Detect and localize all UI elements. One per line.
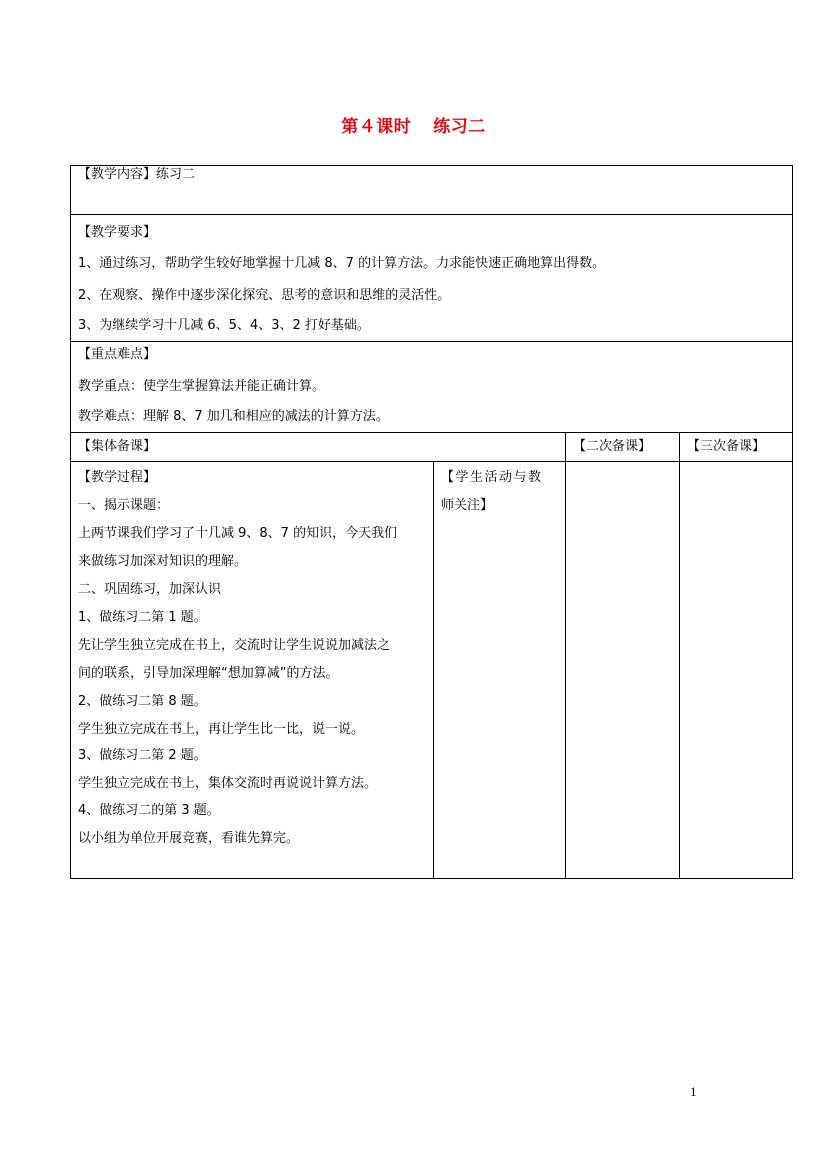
key-point-focus: 教学重点：使学生掌握算法并能正确计算。 bbox=[78, 379, 326, 394]
process-line: 1、做练习二第 1 题。 bbox=[78, 610, 207, 625]
requirement-item: 1、通过练习，帮助学生较好地掌握十几减 8、7 的计算方法。力求能快速正确地算出得数。 bbox=[78, 256, 606, 271]
activity-label-line1: 【学生活动与教 bbox=[441, 470, 543, 485]
content-label: 【教学内容】 bbox=[78, 167, 157, 182]
group-prep-header: 【集体备课】 bbox=[78, 439, 157, 454]
process-line: 上两节课我们学习了十几减 9、8、7 的知识，今天我们 bbox=[78, 526, 398, 541]
process-line: 3、做练习二第 2 题。 bbox=[78, 748, 207, 763]
key-points-label: 【重点难点】 bbox=[78, 347, 157, 362]
process-line: 间的联系，引导加深理解“想加算减”的方法。 bbox=[78, 666, 339, 681]
requirement-item: 3、为继续学习十几减 6、5、4、3、2 打好基础。 bbox=[78, 318, 370, 333]
process-label: 【教学过程】 bbox=[78, 470, 157, 485]
process-line: 2、做练习二第 8 题。 bbox=[78, 694, 207, 709]
process-line: 4、做练习二的第 3 题。 bbox=[78, 803, 220, 818]
lesson-number: 第４课时 bbox=[341, 117, 412, 137]
requirements-label: 【教学要求】 bbox=[78, 225, 157, 240]
content-row bbox=[78, 161, 195, 189]
process-line: 一、揭示课题： bbox=[78, 498, 170, 513]
process-line: 先让学生独立完成在书上，交流时让学生说说加减法之 bbox=[78, 638, 391, 653]
content-value: 练习二 bbox=[156, 167, 196, 182]
second-prep-header: 【二次备课】 bbox=[573, 439, 652, 454]
process-line: 学生独立完成在书上，集体交流时再说说计算方法。 bbox=[78, 776, 378, 791]
key-point-difficulty: 教学难点：理解 8、7 加几和相应的减法的计算方法。 bbox=[78, 409, 389, 424]
process-line: 二、巩固练习，加深认识 bbox=[78, 582, 222, 597]
process-line: 以小组为单位开展竞赛，看谁先算完。 bbox=[78, 831, 300, 846]
third-prep-header: 【三次备课】 bbox=[687, 439, 766, 454]
activity-label-line2: 师关注】 bbox=[441, 498, 494, 513]
process-line: 学生独立完成在书上，再让学生比一比，说一说。 bbox=[78, 722, 365, 737]
process-line: 来做练习加深对知识的理解。 bbox=[78, 554, 248, 569]
page-number: 1 bbox=[690, 1084, 697, 1099]
requirement-item: 2、在观察、操作中逐步深化探究、思考的意识和思维的灵活性。 bbox=[78, 288, 451, 303]
lesson-name: 练习二 bbox=[433, 117, 486, 137]
